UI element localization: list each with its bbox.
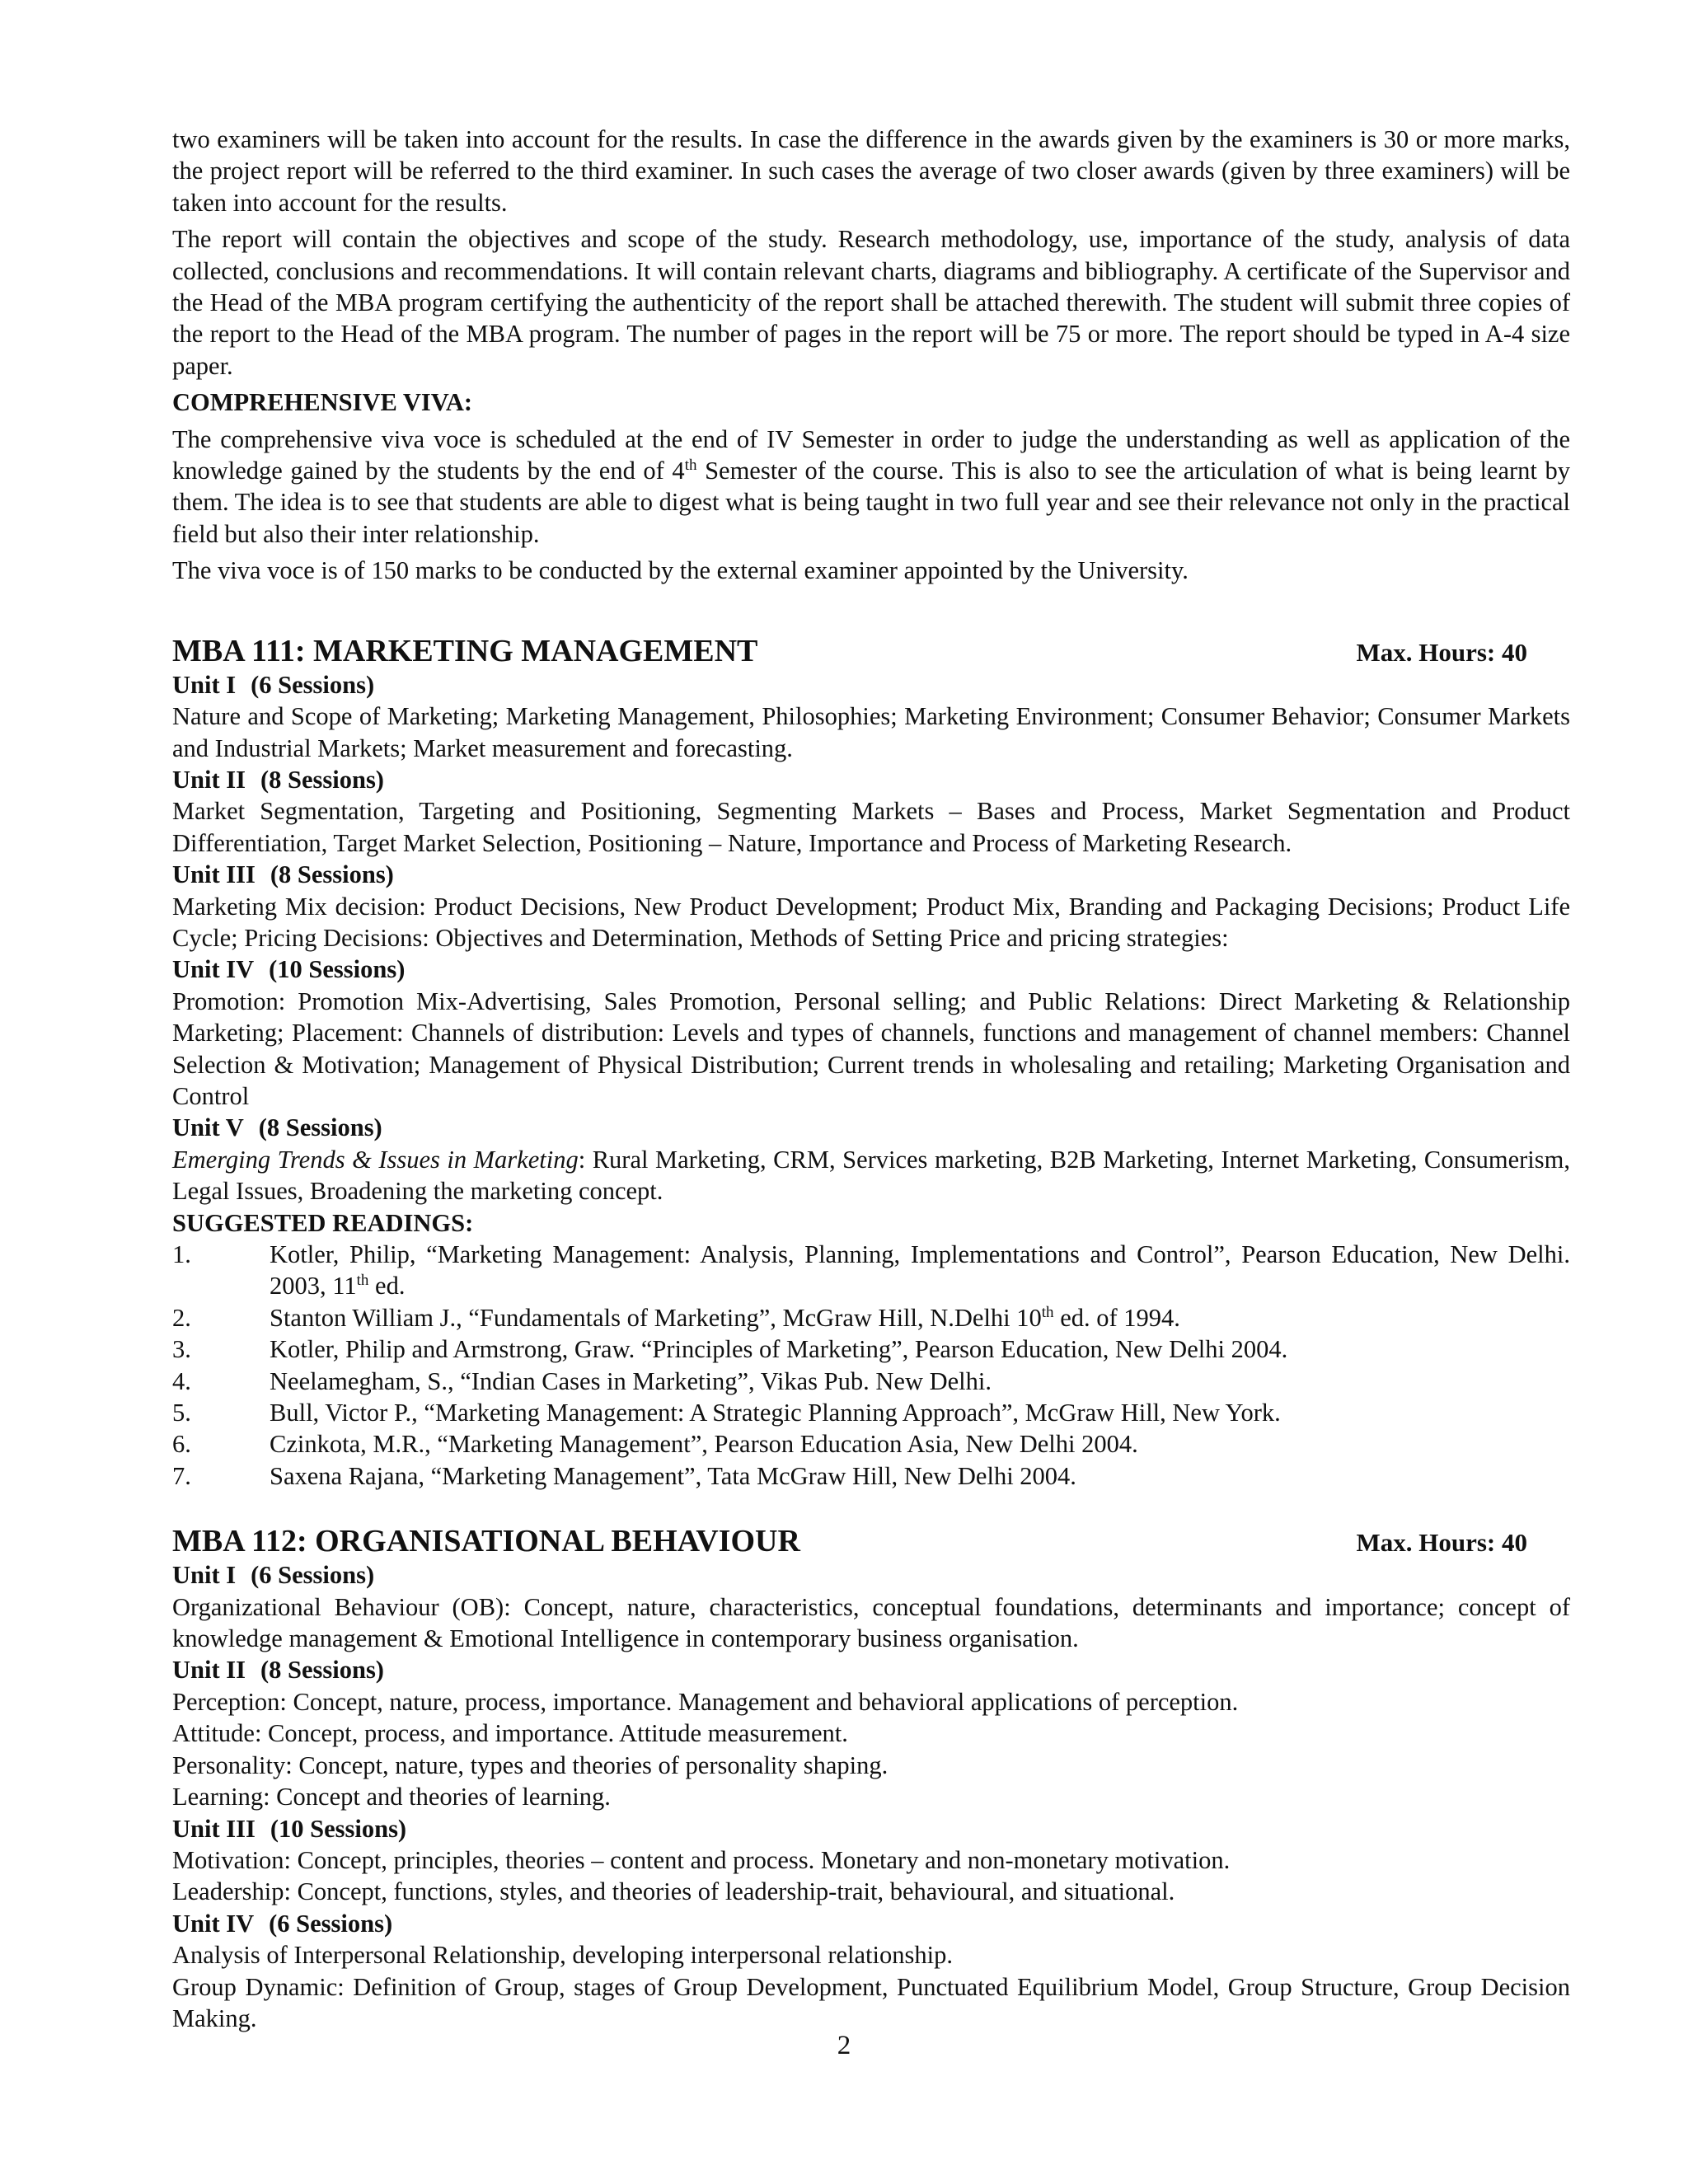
mba112-unit3-heading <box>172 1813 1570 1844</box>
mba112-unit3-line: Leadership: Concept, functions, styles, and theories of leadership-trait, behavioural, and situational. <box>172 1877 1175 1906</box>
reading-text-b: ed. <box>368 1272 406 1301</box>
list-item <box>172 1302 1570 1333</box>
reading-text <box>270 1302 1570 1333</box>
reading-text <box>270 1239 1570 1302</box>
mba112-unit4-heading <box>172 1908 1570 1939</box>
mba111-max-hours: Max. Hours: 40 <box>1356 637 1527 667</box>
mba112-unit2-line: Perception: Concept, nature, process, importance. Management and behavioral applications of perception. <box>172 1687 1239 1716</box>
list-item <box>172 1460 1570 1492</box>
list-item <box>172 1239 1570 1302</box>
unit-sessions: (6 Sessions) <box>269 1909 393 1938</box>
reading-text: Saxena Rajana, “Marketing Management”, Tata McGraw Hill, New Delhi 2004. <box>270 1461 1076 1490</box>
readings-list <box>172 1239 1570 1492</box>
mba112-title: MBA 112: ORGANISATIONAL BEHAVIOUR <box>172 1524 800 1559</box>
unit-sessions: (8 Sessions) <box>258 1113 382 1142</box>
reading-text: Kotler, Philip and Armstrong, Graw. “Principles of Marketing”, Pearson Education, New Delhi 2004. <box>270 1335 1288 1364</box>
unit-sessions: (6 Sessions) <box>251 670 375 699</box>
reading-number: 2. <box>172 1303 191 1332</box>
mba111-unit5-heading <box>172 1112 1570 1143</box>
mba112-max-hours: Max. Hours: 40 <box>1356 1528 1527 1558</box>
reading-text: Czinkota, M.R., “Marketing Management”, Pearson Education Asia, New Delhi 2004. <box>270 1430 1138 1459</box>
unit-sessions: (8 Sessions) <box>270 860 394 889</box>
list-item <box>172 1333 1570 1365</box>
viva-paragraph-2: The viva voce is of 150 marks to be conducted by the external examiner appointed by the University. <box>172 556 1189 585</box>
unit-sessions: (10 Sessions) <box>269 955 406 984</box>
mba111-unit5-text <box>172 1144 1570 1207</box>
viva-paragraph-1 <box>172 424 1570 551</box>
unit-sessions: (10 Sessions) <box>270 1814 407 1843</box>
unit-label: Unit III <box>172 1814 256 1843</box>
mba111-title: MBA 111: MARKETING MANAGEMENT <box>172 633 758 668</box>
unit-label: Unit I <box>172 1561 237 1590</box>
unit5-italic-text: Emerging Trends & Issues in Marketing <box>172 1145 579 1174</box>
mba112-unit4-line: Analysis of Interpersonal Relationship, developing interpersonal relationship. <box>172 1941 953 1970</box>
mba111-unit3-text: Marketing Mix decision: Product Decisions, New Product Development; Product Mix, Branding and Packaging Decisions; Product Life Cycle; Pricing Decisions: Objectives and Determination, Methods of Setting Price and pricing strategies: <box>172 892 1570 952</box>
mba112-unit4-line: Group Dynamic: Definition of Group, stages of Group Development, Punctuated Equilibrium Model, Group Structure, Group Decision Making. <box>172 1972 1570 2032</box>
reading-text-a: Stanton William J., “Fundamentals of Marketing”, McGraw Hill, N.Delhi 10 <box>270 1303 1042 1332</box>
list-item <box>172 1366 1570 1397</box>
unit-label: Unit IV <box>172 1909 255 1938</box>
unit-label: Unit II <box>172 1656 246 1685</box>
unit-sessions: (8 Sessions) <box>260 765 384 794</box>
mba112-unit2-line: Attitude: Concept, process, and importance. Attitude measurement. <box>172 1719 848 1748</box>
mba112-unit2-line: Personality: Concept, nature, types and theories of personality shaping. <box>172 1750 889 1779</box>
reading-number: 7. <box>172 1461 191 1490</box>
intro-paragraph-1: two examiners will be taken into account for the results. In case the difference in the awards given by the examiners is 30 or more marks, the project report will be referred to the third examiner. In such cases the average of two closer awards (given by three examiners) will be taken into account for the results. <box>172 125 1570 217</box>
reading-text-b: ed. of 1994. <box>1053 1303 1180 1332</box>
unit-label: Unit II <box>172 765 246 794</box>
reading-number: 5. <box>172 1399 191 1427</box>
mba111-heading-row <box>172 635 1570 669</box>
intro-paragraph-2: The report will contain the objectives and scope of the study. Research methodology, use, importance of the study, analysis of data collected, conclusions and recommendations. It will contain relevant charts, diagrams and bibliography. A certificate of the Supervisor and the Head of the MBA program certifying the authenticity of the report shall be attached therewith. The student will submit three copies of the report to the Head of the MBA program. The number of pages in the report will be 75 or more. The report should be typed in A-4 size paper. <box>172 225 1570 380</box>
mba112-unit2-heading <box>172 1654 1570 1685</box>
mba111-unit4-text: Promotion: Promotion Mix-Advertising, Sales Promotion, Personal selling; and Public Relations: Direct Marketing & Relationship Marketing; Placement: Channels of distribution: Levels and types of channels, functions and management of channel members: Channel Selection & Motivation; Management of Physical Distribution; Current trends in wholesaling and retailing; Marketing Organisation and Control <box>172 987 1570 1110</box>
page-number: 2 <box>837 2031 851 2060</box>
reading-number: 6. <box>172 1430 191 1459</box>
unit-sessions: (6 Sessions) <box>251 1561 375 1590</box>
unit-label: Unit I <box>172 670 237 699</box>
reading-superscript: th <box>356 1272 369 1290</box>
reading-text: Neelamegham, S., “Indian Cases in Marketing”, Vikas Pub. New Delhi. <box>270 1366 992 1395</box>
mba112-unit3-line: Motivation: Concept, principles, theories – content and process. Monetary and non-monetary motivation. <box>172 1845 1231 1874</box>
unit-label: Unit V <box>172 1113 244 1142</box>
mba112-unit1-heading <box>172 1559 1570 1591</box>
mba112-unit2-line: Learning: Concept and theories of learning. <box>172 1783 611 1811</box>
viva-heading: COMPREHENSIVE VIVA: <box>172 388 473 417</box>
reading-text-a: Kotler, Philip, “Marketing Management: Analysis, Planning, Implementations and Control”, Pearson Education, New Delhi. 2003, 11 <box>270 1240 1570 1301</box>
unit-label: Unit III <box>172 860 256 889</box>
mba112-unit1-text: Organizational Behaviour (OB): Concept, nature, characteristics, conceptual foundations, determinants and importance; concept of knowledge management & Emotional Intelligence in contemporary business organisation. <box>172 1592 1570 1653</box>
mba111-unit1-text: Nature and Scope of Marketing; Marketing Management, Philosophies; Marketing Environment; Consumer Behavior; Consumer Markets and Industrial Markets; Market measurement and forecasting. <box>172 702 1570 762</box>
reading-number: 4. <box>172 1366 191 1395</box>
unit-label: Unit IV <box>172 955 255 984</box>
mba111-unit3-heading <box>172 859 1570 890</box>
list-item <box>172 1397 1570 1428</box>
list-item <box>172 1428 1570 1460</box>
viva-superscript: th <box>684 456 697 474</box>
reading-number: 3. <box>172 1335 191 1364</box>
mba111-unit4-heading <box>172 954 1570 985</box>
viva-text-a: The comprehensive viva voce is scheduled at the end of IV Semester in order to judge the understanding as well as application of the knowledge gained by the students by the end of 4 <box>172 424 1570 485</box>
unit5-text: : Rural Marketing, CRM, Services marketing, B2B Marketing, Internet Marketing, Consumerism, Legal Issues, Broadening the marketing concept. <box>172 1145 1570 1206</box>
unit-sessions: (8 Sessions) <box>260 1656 384 1685</box>
reading-superscript: th <box>1041 1303 1054 1321</box>
viva-text-b: Semester of the course. This is also to see the articulation of what is being learnt by them. The idea is to see that students are able to digest what is being taught in two full year and see their relevance not only in the practical field but also their inter relationship. <box>172 457 1570 548</box>
mba112-heading-row <box>172 1525 1570 1559</box>
mba111-unit1-heading <box>172 669 1570 701</box>
mba111-unit2-text: Market Segmentation, Targeting and Positioning, Segmenting Markets – Bases and Process, Market Segmentation and Product Differentiation, Target Market Selection, Positioning – Nature, Importance and Process of Marketing Research. <box>172 797 1570 857</box>
readings-heading: SUGGESTED READINGS: <box>172 1208 474 1237</box>
reading-number: 1. <box>172 1240 191 1268</box>
mba111-unit2-heading <box>172 764 1570 795</box>
reading-text: Bull, Victor P., “Marketing Management: A Strategic Planning Approach”, McGraw Hill, New York. <box>270 1399 1281 1427</box>
